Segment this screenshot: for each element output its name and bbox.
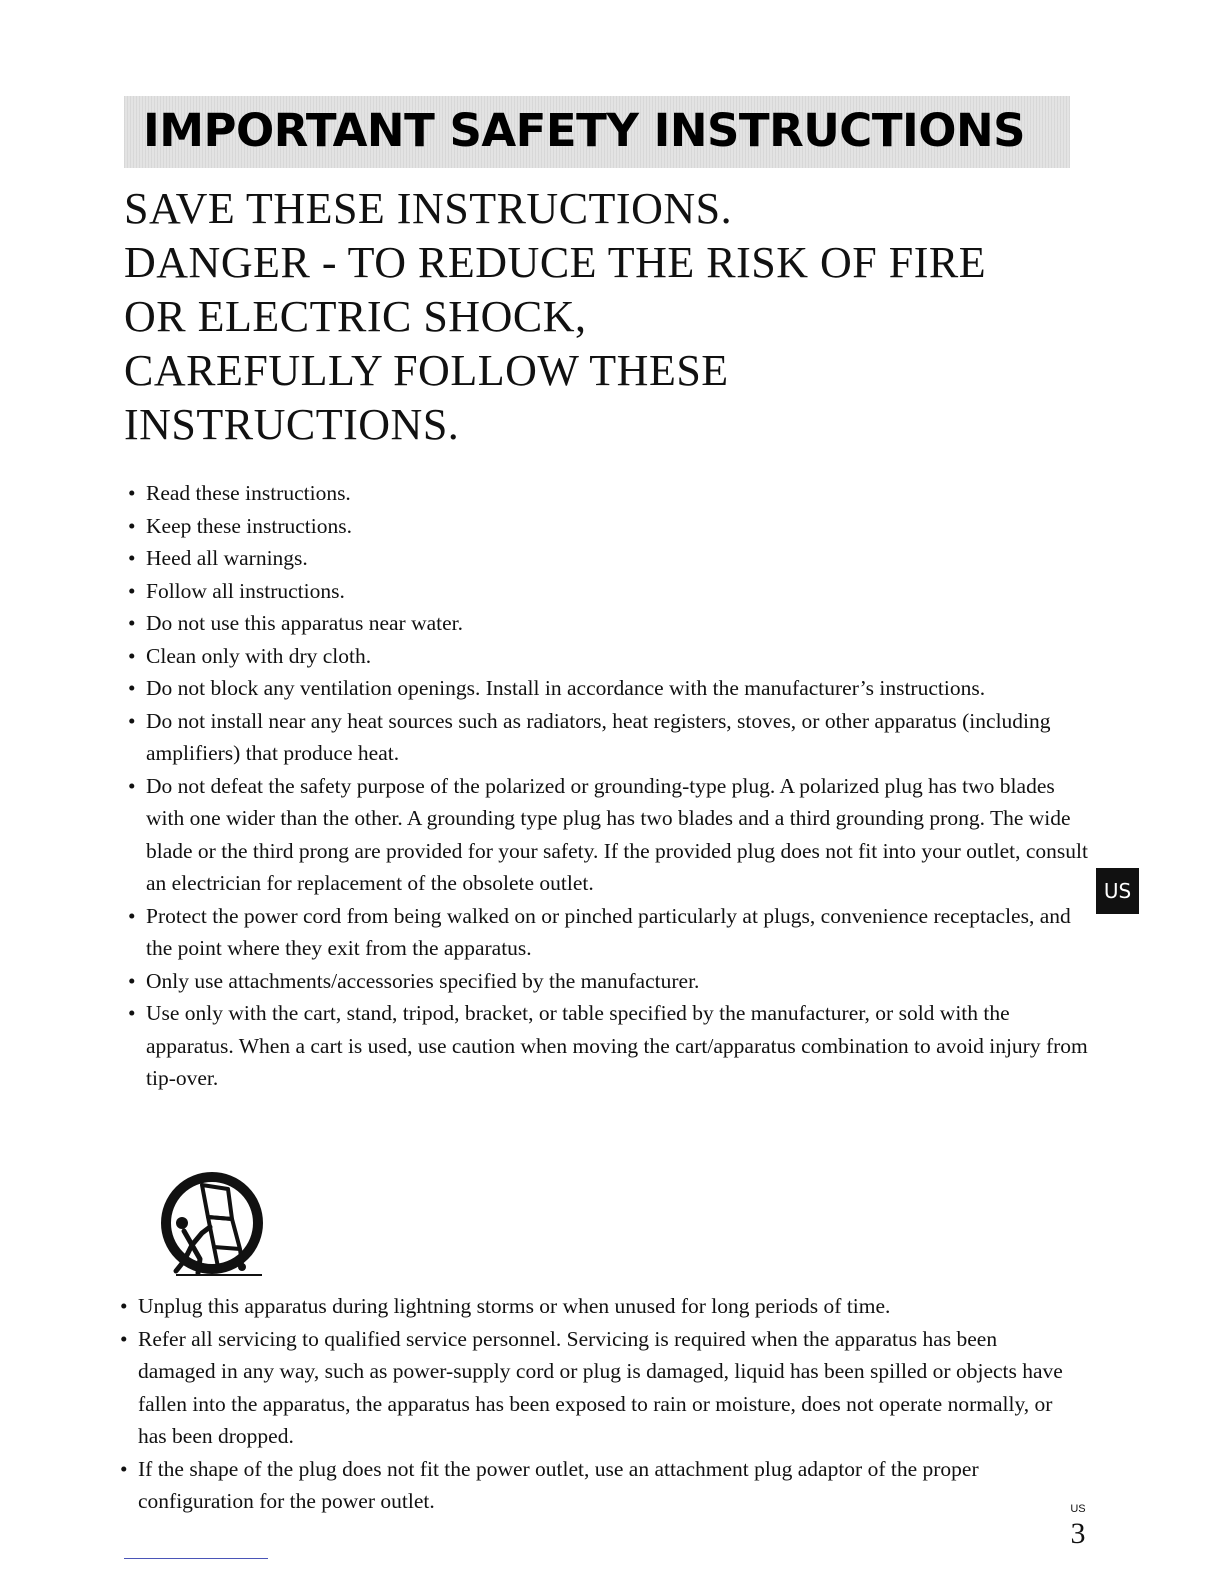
list-item: • Follow all instructions. [128,575,1088,608]
list-item: • Do not use this apparatus near water. [128,607,1088,640]
heading-line: DANGER - TO REDUCE THE RISK OF FIRE [124,238,987,287]
heading-line: SAVE THESE INSTRUCTIONS. [124,184,733,233]
region-tab: US [1096,868,1139,914]
list-item: • Unplug this apparatus during lightning storms or when unused for long periods of time. [120,1290,1080,1323]
footer-divider [124,1558,268,1559]
safety-instruction-list [128,477,1088,1095]
list-item: • Read these instructions. [128,477,1088,510]
heading-line: OR ELECTRIC SHOCK, [124,292,587,341]
list-item: • Heed all warnings. [128,542,1088,575]
warning-heading [124,182,1084,452]
safety-instruction-list-continued [120,1290,1080,1518]
list-item: • Do not defeat the safety purpose of the polarized or grounding-type plug. A polarized plug has two blades with one wider than the other. A grounding type plug has two blades and a third grounding prong. The wide blade or the third prong are provided for your safety. If the provided plug does not fit into your outlet, consult an electrician for replacement of the obsolete outlet. [128,770,1088,900]
list-item: • Use only with the cart, stand, tripod, bracket, or table specified by the manufacturer, or sold with the apparatus. When a cart is used, use caution when moving the cart/apparatus combination to avoid injury from tip-over. [128,997,1088,1095]
page-number: 3 [1070,1517,1086,1550]
list-item: • Do not install near any heat sources such as radiators, heat registers, stoves, or other apparatus (including amplifiers) that produce heat. [128,705,1088,770]
list-item: • Protect the power cord from being walked on or pinched particularly at plugs, convenience receptacles, and the point where they exit from the apparatus. [128,900,1088,965]
page-region-label: US [1070,1503,1086,1515]
cart-tip-over-warning-icon [158,1171,266,1279]
list-item: • If the shape of the plug does not fit the power outlet, use an attachment plug adaptor of the proper configuration for the power outlet. [120,1453,1080,1518]
list-item: • Clean only with dry cloth. [128,640,1088,673]
list-item: • Refer all servicing to qualified service personnel. Servicing is required when the apparatus has been damaged in any way, such as power-supply cord or plug is damaged, liquid has been spilled or objects have fallen into the apparatus, the apparatus has been exposed to rain or moisture, does not operate normally, or has been dropped. [120,1323,1080,1453]
list-item: • Keep these instructions. [128,510,1088,543]
page-title: IMPORTANT SAFETY INSTRUCTIONS [143,104,1026,157]
heading-line: CAREFULLY FOLLOW THESE [124,346,729,395]
heading-line: INSTRUCTIONS. [124,400,460,449]
list-item: • Do not block any ventilation openings. Install in accordance with the manufacturer’s instructions. [128,672,1088,705]
list-item: • Only use attachments/accessories specified by the manufacturer. [128,965,1088,998]
